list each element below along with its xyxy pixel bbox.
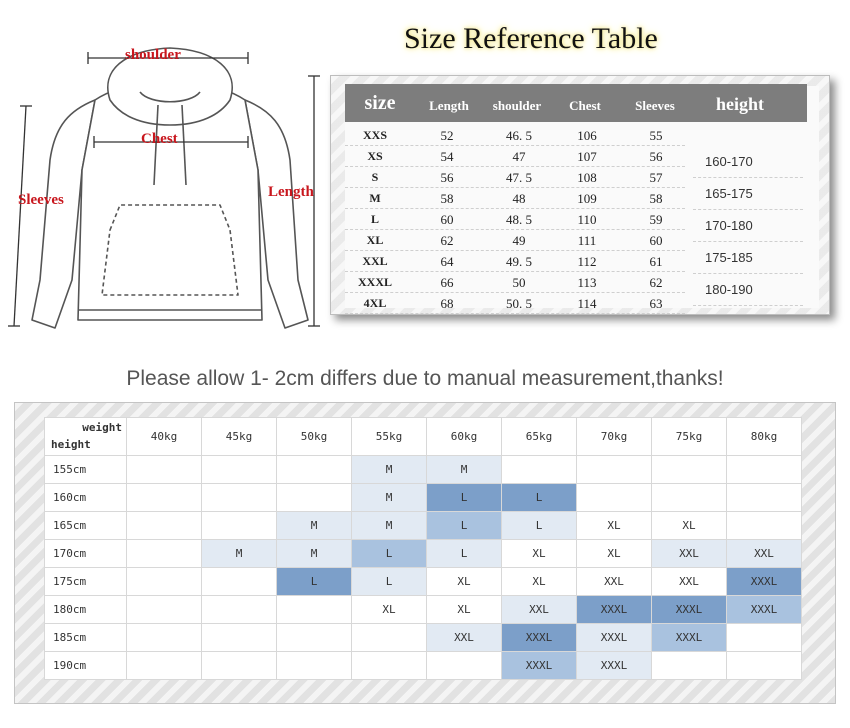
- size-recommendation-cell: [727, 456, 802, 484]
- measure-cell: 68: [440, 296, 454, 311]
- grid-row: [45, 624, 802, 652]
- size-recommendation-cell: [502, 456, 577, 484]
- weight-header: 75kg: [652, 418, 727, 456]
- size-recommendation-cell: [727, 652, 802, 680]
- height-header: 175cm: [45, 568, 127, 596]
- measure-cell: 48: [512, 191, 526, 206]
- height-header: 180cm: [45, 596, 127, 624]
- height-header: 155cm: [45, 456, 127, 484]
- size-recommendation-cell: XL: [427, 568, 502, 596]
- size-recommendation-cell: XXXL: [577, 652, 652, 680]
- size-recommendation-cell: [727, 512, 802, 540]
- size-recommendation-cell: XL: [652, 512, 727, 540]
- header-size: size: [364, 92, 396, 114]
- measure-cell: 110: [577, 212, 597, 227]
- measure-cell: 108: [577, 170, 597, 185]
- measure-cell: 56: [649, 149, 663, 164]
- size-recommendation-cell: [202, 512, 277, 540]
- size-recommendation-cell: [352, 624, 427, 652]
- corner-height-label: height: [51, 438, 91, 451]
- measure-cell: 113: [577, 275, 597, 290]
- size-recommendation-cell: [652, 484, 727, 512]
- size-row: [345, 146, 685, 167]
- size-recommendation-cell: [352, 652, 427, 680]
- size-cell: XL: [366, 233, 384, 247]
- measure-cell: 52: [440, 128, 454, 143]
- size-recommendation-cell: XXXL: [727, 596, 802, 624]
- measure-cell: 111: [577, 233, 597, 248]
- size-recommendation-cell: [202, 456, 277, 484]
- measure-cell: 60: [649, 233, 663, 248]
- size-recommendation-cell: L: [352, 540, 427, 568]
- measure-cell: 48. 5: [506, 212, 532, 227]
- size-recommendation-cell: XXXL: [652, 596, 727, 624]
- corner-weight-label: weight: [82, 421, 122, 434]
- size-recommendation-cell: L: [352, 568, 427, 596]
- grid-row: [45, 456, 802, 484]
- size-recommendation-cell: [727, 624, 802, 652]
- size-recommendation-cell: [127, 540, 202, 568]
- size-recommendation-cell: M: [202, 540, 277, 568]
- measure-cell: 59: [649, 212, 663, 227]
- size-recommendation-cell: [202, 568, 277, 596]
- measure-cell: 58: [649, 191, 663, 206]
- size-recommendation-cell: XXL: [577, 568, 652, 596]
- size-cell: XXXL: [357, 275, 392, 289]
- size-row: [345, 230, 685, 251]
- header-shoulder: shoulder: [492, 98, 542, 113]
- measure-cell: 64: [440, 254, 454, 269]
- size-recommendation-cell: XXL: [652, 568, 727, 596]
- size-row: [345, 125, 685, 146]
- size-recommendation-cell: [202, 624, 277, 652]
- weight-header: 80kg: [727, 418, 802, 456]
- size-recommendation-cell: XL: [577, 512, 652, 540]
- measure-cell: 106: [577, 128, 597, 143]
- grid-row: [45, 540, 802, 568]
- size-cell: L: [370, 212, 379, 226]
- size-recommendation-cell: XL: [352, 596, 427, 624]
- size-recommendation-cell: L: [502, 484, 577, 512]
- page-title: Size Reference Table: [404, 22, 658, 55]
- measure-cell: 63: [649, 296, 663, 311]
- measure-cell: 50. 5: [506, 296, 532, 311]
- height-header: 190cm: [45, 652, 127, 680]
- size-recommendation-cell: XXXL: [577, 596, 652, 624]
- chest-label: Chest: [141, 131, 178, 147]
- size-recommendation-cell: XXXL: [652, 624, 727, 652]
- weight-header: 55kg: [352, 418, 427, 456]
- size-recommendation-cell: XXL: [427, 624, 502, 652]
- size-cell: XXS: [362, 128, 387, 142]
- header-sleeves: Sleeves: [635, 98, 675, 113]
- size-recommendation-cell: [127, 652, 202, 680]
- measure-cell: 107: [577, 149, 597, 164]
- grid-row: [45, 512, 802, 540]
- weight-header: 45kg: [202, 418, 277, 456]
- size-recommendation-cell: [202, 596, 277, 624]
- height-range: 180-190: [693, 274, 803, 306]
- size-recommendation-cell: [127, 596, 202, 624]
- measure-cell: 56: [440, 170, 454, 185]
- weight-header: 50kg: [277, 418, 352, 456]
- height-range: 160-170: [693, 146, 803, 178]
- height-header: 185cm: [45, 624, 127, 652]
- size-recommendation-cell: L: [427, 540, 502, 568]
- size-recommendation-cell: [127, 456, 202, 484]
- measure-cell: 49. 5: [506, 254, 532, 269]
- size-recommendation-cell: XXL: [727, 540, 802, 568]
- length-label: Length: [268, 184, 314, 200]
- size-table-header: [345, 84, 807, 122]
- size-recommendation-cell: XXL: [652, 540, 727, 568]
- size-recommendation-cell: [727, 484, 802, 512]
- weight-height-chart: [14, 402, 836, 704]
- measure-cell: 55: [649, 128, 663, 143]
- weight-header: 65kg: [502, 418, 577, 456]
- size-recommendation-cell: [427, 652, 502, 680]
- size-recommendation-cell: XL: [427, 596, 502, 624]
- size-row: [345, 251, 685, 272]
- measure-cell: 109: [577, 191, 597, 206]
- size-recommendation-cell: [127, 624, 202, 652]
- size-recommendation-cell: M: [352, 512, 427, 540]
- height-range: 165-175: [693, 178, 803, 210]
- size-recommendation-cell: XXXL: [502, 652, 577, 680]
- shoulder-label: shoulder: [125, 47, 181, 63]
- size-recommendation-cell: [577, 484, 652, 512]
- size-cell: M: [369, 191, 381, 205]
- size-reference-table: [330, 75, 830, 315]
- size-row: [345, 272, 685, 293]
- height-header: 170cm: [45, 540, 127, 568]
- size-recommendation-cell: [127, 512, 202, 540]
- size-row: [345, 188, 685, 209]
- grid-row: [45, 568, 802, 596]
- size-recommendation-cell: L: [427, 484, 502, 512]
- size-recommendation-cell: L: [502, 512, 577, 540]
- weight-header: 70kg: [577, 418, 652, 456]
- grid-row: [45, 652, 802, 680]
- size-recommendation-cell: [277, 456, 352, 484]
- size-cell: XS: [367, 149, 383, 163]
- measure-cell: 61: [649, 254, 663, 269]
- grid-row: [45, 484, 802, 512]
- measure-cell: 62: [440, 233, 454, 248]
- measure-cell: 57: [649, 170, 663, 185]
- size-recommendation-cell: [277, 624, 352, 652]
- size-cell: XXL: [362, 254, 388, 268]
- size-recommendation-cell: XXL: [502, 596, 577, 624]
- size-recommendation-cell: L: [427, 512, 502, 540]
- measure-cell: 47: [512, 149, 526, 164]
- measure-cell: 49: [512, 233, 526, 248]
- measure-cell: 60: [440, 212, 454, 227]
- size-recommendation-cell: M: [277, 512, 352, 540]
- size-row: [345, 167, 685, 188]
- measure-cell: 62: [649, 275, 663, 290]
- height-range: 175-185: [693, 242, 803, 274]
- size-recommendation-cell: XL: [502, 568, 577, 596]
- measurement-note: Please allow 1- 2cm differs due to manual measurement,thanks!: [126, 367, 724, 390]
- measure-cell: 112: [577, 254, 597, 269]
- size-recommendation-cell: [202, 652, 277, 680]
- size-recommendation-cell: [127, 568, 202, 596]
- size-recommendation-cell: [652, 456, 727, 484]
- size-recommendation-cell: M: [427, 456, 502, 484]
- header-length: Length: [429, 98, 469, 113]
- size-recommendation-cell: XXXL: [577, 624, 652, 652]
- measure-cell: 114: [577, 296, 597, 311]
- size-row: [345, 209, 685, 230]
- size-recommendation-cell: XXXL: [727, 568, 802, 596]
- size-recommendation-cell: [277, 652, 352, 680]
- size-recommendation-cell: XL: [502, 540, 577, 568]
- size-recommendation-cell: M: [352, 484, 427, 512]
- size-recommendation-cell: XL: [577, 540, 652, 568]
- size-recommendation-cell: [277, 596, 352, 624]
- weight-header: 60kg: [427, 418, 502, 456]
- measure-cell: 47. 5: [506, 170, 532, 185]
- sleeves-label: Sleeves: [18, 192, 64, 208]
- size-recommendation-cell: [127, 484, 202, 512]
- size-cell: 4XL: [363, 296, 387, 310]
- measure-cell: 66: [440, 275, 454, 290]
- header-chest: Chest: [569, 98, 601, 113]
- size-recommendation-cell: XXXL: [502, 624, 577, 652]
- weight-header: 40kg: [127, 418, 202, 456]
- hoodie-diagram: [0, 30, 340, 340]
- measure-cell: 54: [440, 149, 454, 164]
- size-recommendation-cell: [202, 484, 277, 512]
- weight-height-grid: [44, 417, 802, 680]
- size-recommendation-cell: [577, 456, 652, 484]
- size-recommendation-cell: M: [352, 456, 427, 484]
- size-recommendation-cell: [652, 652, 727, 680]
- measure-cell: 58: [440, 191, 454, 206]
- measure-cell: 46. 5: [506, 128, 532, 143]
- size-recommendation-cell: [277, 484, 352, 512]
- size-recommendation-cell: L: [277, 568, 352, 596]
- measure-cell: 50: [512, 275, 526, 290]
- header-height: height: [715, 94, 764, 114]
- grid-corner: [45, 418, 127, 456]
- size-recommendation-cell: M: [277, 540, 352, 568]
- height-range: 170-180: [693, 210, 803, 242]
- height-header: 160cm: [45, 484, 127, 512]
- height-header: 165cm: [45, 512, 127, 540]
- size-row: [345, 293, 685, 314]
- size-cell: S: [371, 170, 379, 184]
- grid-row: [45, 596, 802, 624]
